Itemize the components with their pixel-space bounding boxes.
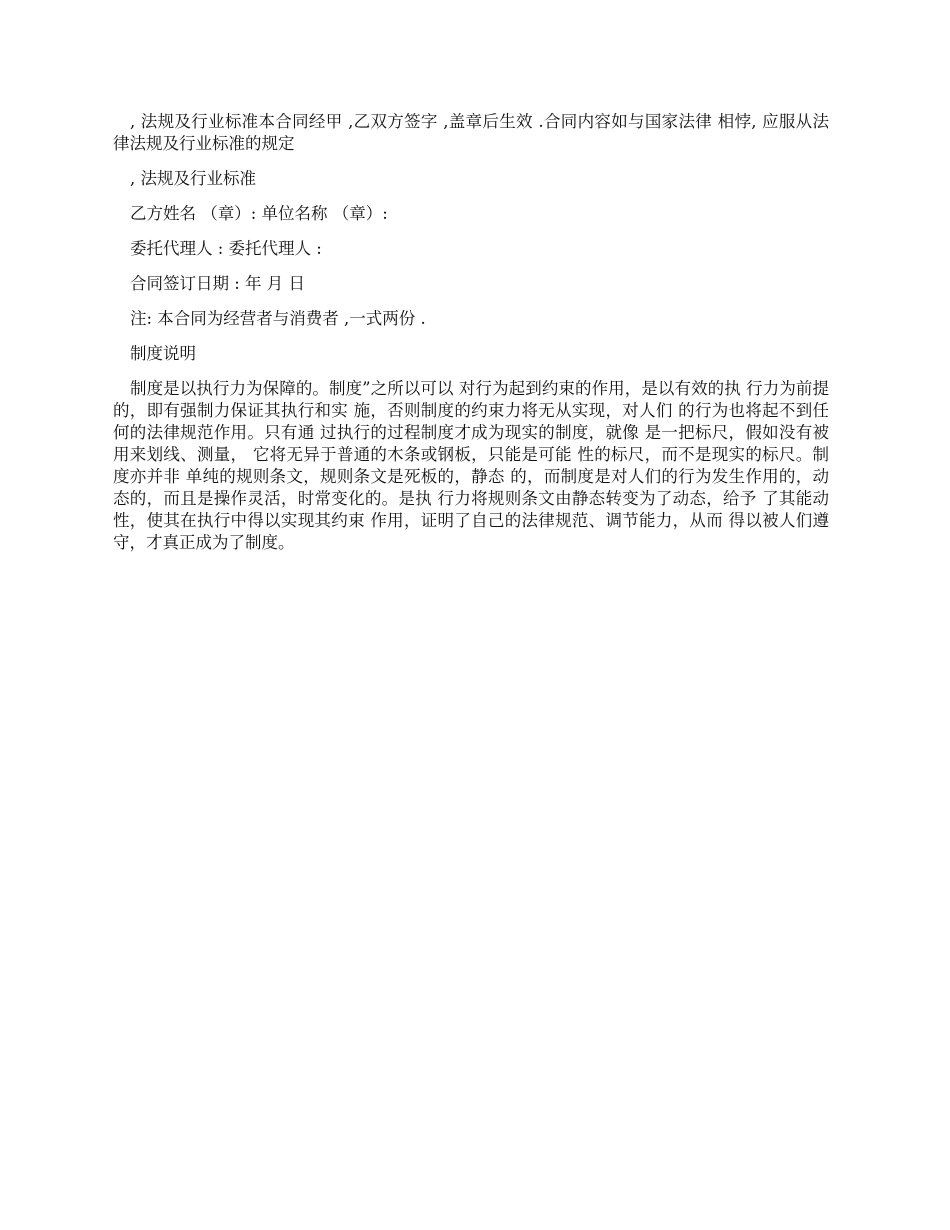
agent-line: 委托代理人 : 委托代理人 : — [130, 239, 322, 258]
note-line: 注: 本合同为经营者与消费者 ,一式两份 . — [130, 309, 426, 328]
system-explanation-paragraph: 制度是以执行力为保障的。制度”之所以可以 对行为起到约束的作用，是以有效的执 行力为前提的，即有强制力保证其执行和实 施，否则制度的约束力将无从实现，对人们 的行为也将起不到任何的法律规范作用。只有通 过执行的过程制度才成为现实的制度，就像 是一把标尺，假如没有被用来划线、测量， 它将无异于普通的木条或钢板，只能是可能 性的标尺，而不是现实的标尺。制度亦并非 单纯的规则条文，规则条文是死板的，静态 的，而制度是对人们的行为发生作用的，动 态的，而且是操作灵活，时常变化的。是执 行力将规则条文由静态转变为了动态，给予 了其能动性，使其在执行中得以实现其约束 作用，证明了自己的法律规范、调节能力，从而 得以被人们遵守，才真正成为了制度。 — [113, 379, 829, 552]
document-content — [113, 111, 829, 567]
contract-clause-paragraph: , 法规及行业标准本合同经甲 ,乙双方签字 ,盖章后生效 .合同内容如与国家法律 相悖, 应服从法律法规及行业标准的规定 — [113, 112, 829, 153]
regulation-line: , 法规及行业标准 — [130, 169, 256, 188]
signing-date-line: 合同签订日期 : 年 月 日 — [130, 274, 306, 293]
section-heading: 制度说明 — [130, 344, 196, 363]
party-b-name-line: 乙方姓名 （章）: 单位名称 （章）: — [130, 204, 388, 223]
